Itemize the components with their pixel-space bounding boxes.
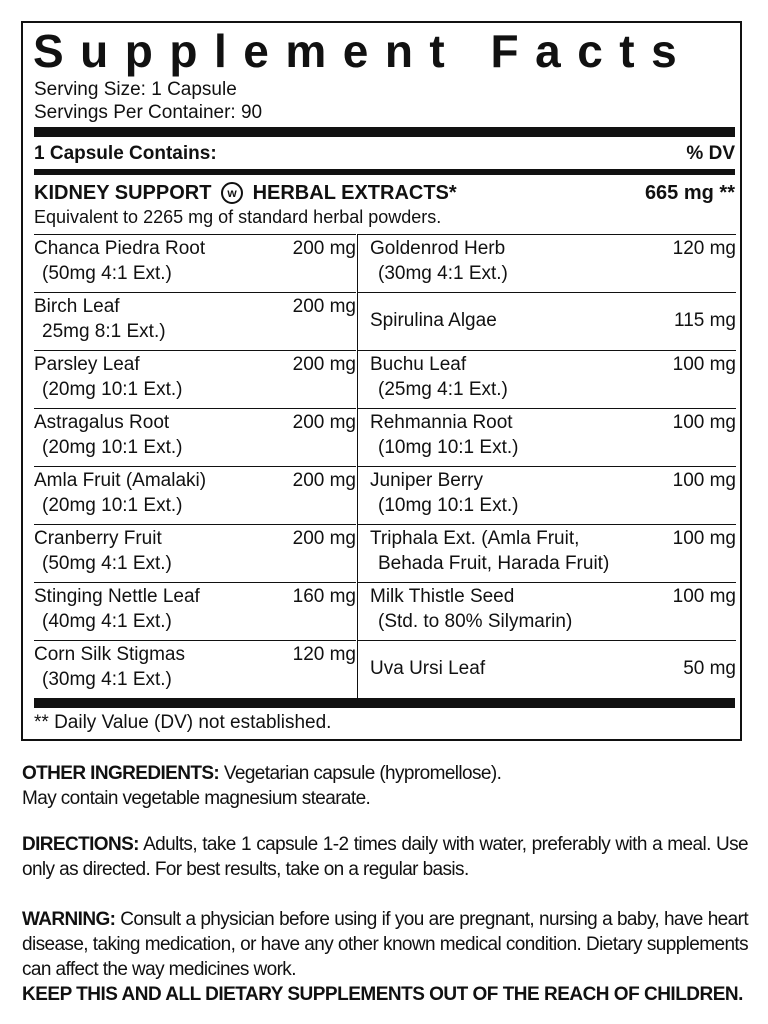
other-ingredients-line2: May contain vegetable magnesium stearate. — [22, 788, 371, 809]
ingredients-right-column — [357, 234, 736, 698]
panel-title: Supplement Facts — [33, 25, 694, 77]
ingredient-extract: (10mg 10:1 Ext.) — [378, 495, 519, 516]
ingredient-row — [34, 466, 356, 523]
ingredient-row — [358, 350, 736, 407]
blend-header — [34, 181, 735, 205]
ingredient-amount: 100 mg — [672, 586, 736, 607]
dv-footnote: ** Daily Value (DV) not established. — [34, 712, 332, 733]
ingredient-name: Milk Thistle Seed — [370, 586, 515, 607]
ingredient-row — [34, 408, 356, 465]
contains-row — [34, 143, 735, 165]
ingredient-row — [358, 408, 736, 465]
serving-size: Serving Size: 1 Capsule — [34, 79, 237, 100]
ingredient-amount: 200 mg — [292, 238, 356, 259]
ingredient-amount: 120 mg — [292, 644, 356, 665]
ingredient-row — [358, 234, 736, 291]
ingredient-name: Uva Ursi Leaf — [370, 658, 486, 679]
ingredient-name: Astragalus Root — [34, 412, 170, 433]
ingredient-name: Chanca Piedra Root — [34, 238, 206, 259]
ingredient-amount: 160 mg — [292, 586, 356, 607]
ingredient-amount: 115 mg — [674, 310, 736, 331]
ingredient-row — [358, 640, 736, 697]
ingredient-name: Birch Leaf — [34, 296, 120, 317]
ingredient-extract: (50mg 4:1 Ext.) — [42, 263, 172, 284]
ingredient-amount: 200 mg — [292, 412, 356, 433]
ingredient-row — [34, 524, 356, 581]
ingredient-name: Rehmannia Root — [370, 412, 513, 433]
warning-label: WARNING: — [22, 909, 116, 930]
ingredient-name: Amla Fruit (Amalaki) — [34, 470, 207, 491]
ingredient-row — [34, 640, 356, 697]
ingredient-amount: 200 mg — [292, 528, 356, 549]
blend-name-b: HERBAL EXTRACTS* — [252, 182, 457, 204]
ingredient-extract: (30mg 4:1 Ext.) — [378, 263, 508, 284]
ingredient-name: Juniper Berry — [370, 470, 483, 491]
ingredient-name: Corn Silk Stigmas — [34, 644, 185, 665]
ingredient-amount: 100 mg — [672, 412, 736, 433]
other-ingredients-line1: Vegetarian capsule (hypromellose). — [219, 763, 502, 784]
ingredient-name: Buchu Leaf — [370, 354, 467, 375]
ingredient-row — [34, 582, 356, 639]
warning — [22, 907, 748, 982]
ingredient-extract: Behada Fruit, Harada Fruit) — [378, 553, 610, 574]
blend-equivalent: Equivalent to 2265 mg of standard herbal powders. — [34, 207, 442, 227]
ingredient-extract: (30mg 4:1 Ext.) — [42, 669, 172, 690]
ingredient-extract: (10mg 10:1 Ext.) — [378, 437, 519, 458]
blend-name-a: KIDNEY SUPPORT — [34, 182, 212, 204]
dv-label: % DV — [686, 143, 735, 164]
ingredient-amount: 120 mg — [672, 238, 736, 259]
contains-label: 1 Capsule Contains: — [34, 143, 217, 164]
ingredient-row — [358, 466, 736, 523]
ingredient-name: Stinging Nettle Leaf — [34, 586, 200, 607]
ingredient-row — [358, 292, 736, 349]
servings-per-container: Servings Per Container: 90 — [34, 102, 263, 123]
ingredient-amount: 200 mg — [292, 470, 356, 491]
ingredient-extract: (Std. to 80% Silymarin) — [378, 611, 573, 632]
directions — [22, 832, 748, 882]
ingredient-extract: (25mg 4:1 Ext.) — [378, 379, 508, 400]
directions-label: DIRECTIONS: — [22, 834, 139, 855]
ingredient-amount: 200 mg — [292, 296, 356, 317]
ingredient-name: Triphala Ext. (Amla Fruit, — [370, 528, 580, 549]
bottom-thick-divider — [34, 698, 735, 708]
ingredient-extract: (20mg 10:1 Ext.) — [42, 379, 183, 400]
ingredient-name: Cranberry Fruit — [34, 528, 162, 549]
warning-text: Consult a physician before using if you are pregnant, nursing a baby, have heart disease, taking medication, or have any other known medical condition. Dietary supplements can affect the way medicines work. — [22, 909, 748, 980]
other-ingredients-label: OTHER INGREDIENTS: — [22, 763, 220, 784]
supplement-facts-panel — [21, 21, 742, 741]
ingredient-row — [358, 524, 736, 581]
medium-divider — [34, 169, 735, 175]
ingredient-name: Parsley Leaf — [34, 354, 140, 375]
ingredient-name: Spirulina Algae — [370, 310, 497, 331]
thick-divider — [34, 127, 735, 137]
ingredient-row — [358, 582, 736, 639]
ingredient-extract: 25mg 8:1 Ext.) — [42, 321, 166, 342]
circled-w-icon: w — [221, 182, 243, 204]
ingredient-row — [34, 292, 356, 349]
blend-amount: 665 mg ** — [644, 182, 735, 204]
ingredient-amount: 100 mg — [672, 470, 736, 491]
ingredient-amount: 50 mg — [683, 658, 736, 679]
ingredient-row — [34, 350, 356, 407]
ingredient-extract: (50mg 4:1 Ext.) — [42, 553, 172, 574]
keep-out-of-reach: KEEP THIS AND ALL DIETARY SUPPLEMENTS OUT OF THE REACH OF CHILDREN. — [22, 984, 743, 1005]
ingredient-extract: (20mg 10:1 Ext.) — [42, 437, 183, 458]
other-ingredients — [22, 761, 748, 811]
ingredients-left-column — [34, 234, 356, 698]
directions-text: Adults, take 1 capsule 1-2 times daily with water, preferably with a meal. Use only as directed. For best results, take on a regular basis. — [22, 834, 748, 880]
ingredient-amount: 200 mg — [292, 354, 356, 375]
ingredient-extract: (40mg 4:1 Ext.) — [42, 611, 172, 632]
ingredient-amount: 100 mg — [672, 354, 736, 375]
ingredient-extract: (20mg 10:1 Ext.) — [42, 495, 183, 516]
ingredient-row — [34, 234, 356, 291]
ingredient-amount: 100 mg — [672, 528, 736, 549]
ingredient-name: Goldenrod Herb — [370, 238, 506, 259]
